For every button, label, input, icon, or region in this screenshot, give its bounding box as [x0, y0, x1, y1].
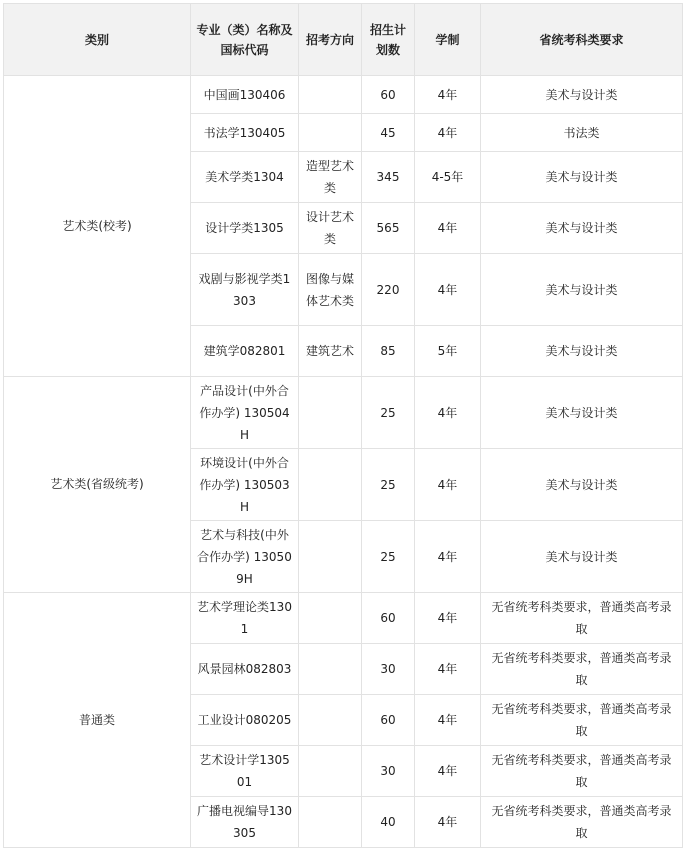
requirement-cell: 美术与设计类	[481, 203, 683, 254]
plan-cell: 60	[362, 695, 415, 746]
major-cell: 广播电视编导130305	[191, 797, 299, 848]
admissions-table	[3, 3, 683, 848]
header-major: 专业（类）名称及国标代码	[191, 4, 299, 76]
direction-cell: 造型艺术类	[299, 152, 362, 203]
plan-cell: 30	[362, 644, 415, 695]
direction-cell	[299, 746, 362, 797]
requirement-cell: 美术与设计类	[481, 449, 683, 521]
table-row	[4, 377, 683, 449]
years-cell: 4年	[415, 76, 481, 114]
years-cell: 4年	[415, 695, 481, 746]
years-cell: 4-5年	[415, 152, 481, 203]
plan-cell: 40	[362, 797, 415, 848]
requirement-cell: 美术与设计类	[481, 377, 683, 449]
major-cell: 风景园林082803	[191, 644, 299, 695]
plan-cell: 45	[362, 114, 415, 152]
direction-cell	[299, 593, 362, 644]
requirement-cell: 无省统考科类要求，普通类高考录取	[481, 797, 683, 848]
plan-cell: 25	[362, 449, 415, 521]
requirement-cell: 美术与设计类	[481, 326, 683, 377]
plan-cell: 60	[362, 76, 415, 114]
requirement-cell: 美术与设计类	[481, 76, 683, 114]
plan-cell: 25	[362, 521, 415, 593]
requirement-cell: 无省统考科类要求，普通类高考录取	[481, 746, 683, 797]
major-cell: 建筑学082801	[191, 326, 299, 377]
requirement-cell: 美术与设计类	[481, 521, 683, 593]
direction-cell	[299, 797, 362, 848]
direction-cell	[299, 76, 362, 114]
header-years: 学制	[415, 4, 481, 76]
direction-cell	[299, 695, 362, 746]
plan-cell: 85	[362, 326, 415, 377]
years-cell: 4年	[415, 521, 481, 593]
years-cell: 4年	[415, 593, 481, 644]
major-cell: 戏剧与影视学类1303	[191, 254, 299, 326]
header-plan: 招生计划数	[362, 4, 415, 76]
requirement-cell: 无省统考科类要求，普通类高考录取	[481, 644, 683, 695]
direction-cell: 建筑艺术	[299, 326, 362, 377]
direction-cell	[299, 521, 362, 593]
major-cell: 中国画130406	[191, 76, 299, 114]
header-direction: 招考方向	[299, 4, 362, 76]
years-cell: 4年	[415, 203, 481, 254]
plan-cell: 565	[362, 203, 415, 254]
table-row	[4, 593, 683, 644]
years-cell: 4年	[415, 377, 481, 449]
category-cell: 普通类	[4, 593, 191, 848]
plan-cell: 60	[362, 593, 415, 644]
major-cell: 书法学130405	[191, 114, 299, 152]
category-cell: 艺术类(校考)	[4, 76, 191, 377]
requirement-cell: 美术与设计类	[481, 152, 683, 203]
major-cell: 工业设计080205	[191, 695, 299, 746]
major-cell: 产品设计(中外合作办学) 130504H	[191, 377, 299, 449]
major-cell: 美术学类1304	[191, 152, 299, 203]
header-row	[4, 4, 683, 76]
direction-cell	[299, 377, 362, 449]
requirement-cell: 无省统考科类要求，普通类高考录取	[481, 695, 683, 746]
years-cell: 4年	[415, 449, 481, 521]
major-cell: 艺术设计学130501	[191, 746, 299, 797]
years-cell: 5年	[415, 326, 481, 377]
direction-cell: 图像与媒体艺术类	[299, 254, 362, 326]
direction-cell	[299, 449, 362, 521]
requirement-cell: 美术与设计类	[481, 254, 683, 326]
requirement-cell: 无省统考科类要求，普通类高考录取	[481, 593, 683, 644]
plan-cell: 30	[362, 746, 415, 797]
major-cell: 环境设计(中外合作办学) 130503H	[191, 449, 299, 521]
years-cell: 4年	[415, 797, 481, 848]
category-cell: 艺术类(省级统考)	[4, 377, 191, 593]
years-cell: 4年	[415, 746, 481, 797]
major-cell: 设计学类1305	[191, 203, 299, 254]
direction-cell	[299, 114, 362, 152]
plan-cell: 25	[362, 377, 415, 449]
table-row	[4, 76, 683, 114]
years-cell: 4年	[415, 254, 481, 326]
direction-cell	[299, 644, 362, 695]
years-cell: 4年	[415, 114, 481, 152]
major-cell: 艺术与科技(中外合作办学) 130509H	[191, 521, 299, 593]
years-cell: 4年	[415, 644, 481, 695]
header-category: 类别	[4, 4, 191, 76]
plan-cell: 345	[362, 152, 415, 203]
header-requirement: 省统考科类要求	[481, 4, 683, 76]
major-cell: 艺术学理论类1301	[191, 593, 299, 644]
direction-cell: 设计艺术类	[299, 203, 362, 254]
plan-cell: 220	[362, 254, 415, 326]
requirement-cell: 书法类	[481, 114, 683, 152]
